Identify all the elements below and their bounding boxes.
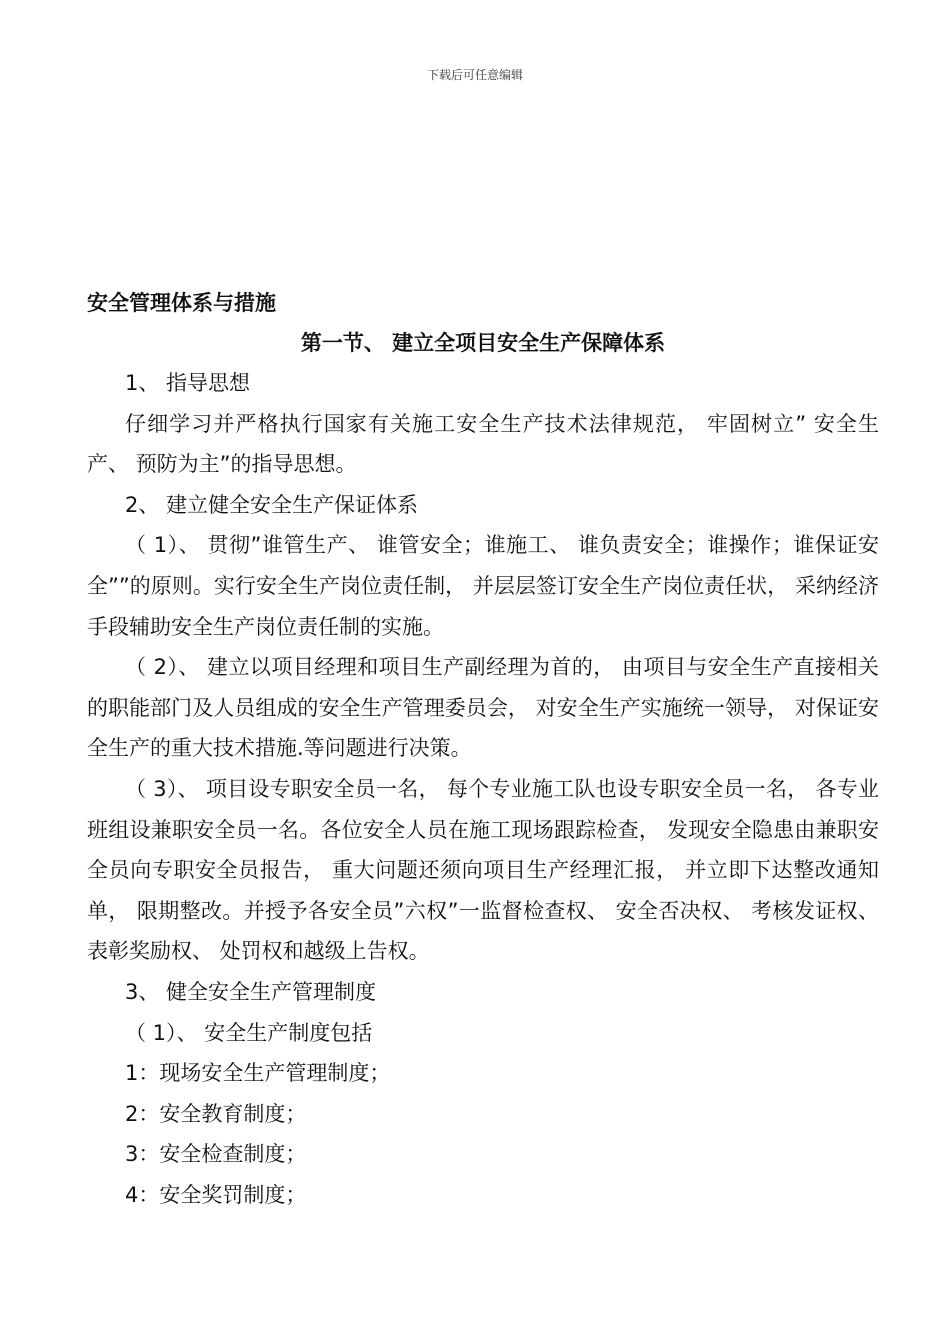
list-item: 3：安全检查制度； xyxy=(125,1142,307,1167)
list-item: 2：安全教育制度； xyxy=(125,1101,307,1126)
heading-safety-system: 2、 建立健全安全生产保证体系 xyxy=(125,492,419,517)
heading-management-rules: 3、 健全安全生产管理制度 xyxy=(125,979,377,1004)
paragraph-safety-officers: （ 3）、 项目设专职安全员一名， 每个专业施工队也设专职安全员一名， 各专业班组设兼职安全员一名。各位安全人员在施工现场跟踪检查， 发现安全隐患由兼职安全员向专职安全员报告， 重大问题还须向项目生产经理汇报， 并立即下达整改通知单， 限期整改。并授予各安全员”六权”一监督检查权、 安全否决权、 考核发证权、 表彰奖励权、 处罚权和越级上告权。 xyxy=(87,776,879,964)
list-item: 1：现场安全生产管理制度； xyxy=(125,1061,391,1086)
paragraph-guiding-thought: 仔细学习并严格执行国家有关施工安全生产技术法律规范， 牢固树立” 安全生产、 预防为主”的指导思想。 xyxy=(87,411,879,477)
sub-heading-rules-include: （ 1）、 安全生产制度包括 xyxy=(125,1020,373,1045)
list-item: 4：安全奖罚制度； xyxy=(125,1182,307,1207)
document-title: 安全管理体系与措施 xyxy=(87,291,276,315)
document-body xyxy=(87,283,879,1215)
heading-guiding-thought: 1、 指导思想 xyxy=(125,371,251,395)
section-title: 第一节、 建立全项目安全生产保障体系 xyxy=(300,331,666,355)
header-note: 下载后可任意编辑 xyxy=(426,68,523,82)
paragraph-committee: （ 2）、 建立以项目经理和项目生产副经理为首的， 由项目与安全生产直接相关的职能部门及人员组成的安全生产管理委员会， 对安全生产实施统一领导， 对保证安全生产的重大技术措施.等问题进行决策。 xyxy=(87,655,879,761)
paragraph-responsibility: （ 1）、 贯彻”谁管生产、 谁管安全；谁施工、 谁负责安全；谁操作；谁保证安全””的原则。实行安全生产岗位责任制， 并层层签订安全生产岗位责任状， 采纳经济手段辅助安全生产岗位责任制的实施。 xyxy=(87,533,879,639)
